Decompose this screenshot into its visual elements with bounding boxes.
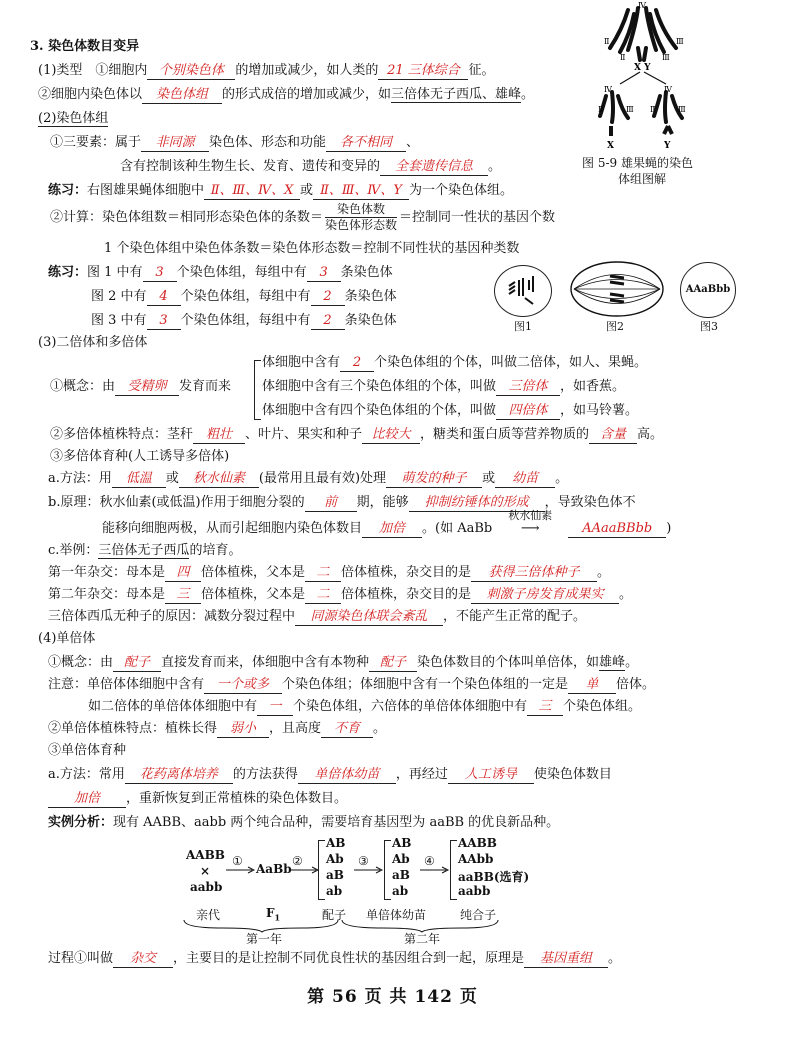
- answer-blank: 同源染色体联会紊乱: [295, 609, 443, 626]
- haploid-seedling: aB: [392, 868, 410, 882]
- type-line-2: ②细胞内染色体以 染色体组 的形式成倍的增加或减少，如三倍体无子西瓜、雄峰。: [38, 87, 535, 102]
- homozygote: AABB: [458, 836, 497, 850]
- roman-label: Ⅳ: [638, 1, 646, 10]
- answer-blank: 4: [147, 289, 181, 306]
- step-1: ①: [232, 854, 243, 868]
- label-parents: 亲代: [196, 908, 221, 922]
- answer-blank: 单倍体幼苗: [298, 767, 396, 784]
- gamete: Ab: [326, 852, 344, 866]
- method-line: a.方法：用 低温 或 秋水仙素 (最常用且最有效)处理 萌发的种子 或 幼苗 。: [48, 471, 569, 486]
- haploid-concept: ①概念：由 配子 直接发育而来，体细胞中含有本物种 配子 染色体数目的个体叫单倍体，如雄峰。: [48, 655, 639, 670]
- answer-blank: 2: [311, 289, 345, 306]
- answer-blank: 2: [340, 355, 374, 372]
- answer-blank: 加倍: [362, 521, 422, 538]
- answer-blank: 三倍体: [496, 379, 560, 396]
- haploid-seedling: AB: [392, 836, 412, 850]
- figure-3-cell: [680, 262, 736, 318]
- answer-blank: 各不相同: [326, 135, 406, 152]
- answer-blank: 弱小: [217, 721, 269, 738]
- answer-blank: 刺激子房发育成果实: [471, 587, 619, 604]
- answer-blank: 幼苗: [495, 471, 555, 488]
- answer-blank: 配子: [113, 655, 161, 672]
- answer-blank: 全套遗传信息: [380, 159, 488, 176]
- type-line-1: (1)类型 ①细胞内 个别染色体 的增加或减少，如人类的 21 三体综合 征。: [38, 63, 495, 78]
- label-haploid-seedling: 单倍体幼苗: [366, 908, 427, 922]
- roman-label: Ⅳ: [664, 85, 672, 94]
- polyploid-heading: (3)二倍体和多倍体: [38, 335, 148, 350]
- answer-blank: 2: [311, 313, 345, 330]
- brace: [254, 360, 261, 420]
- exercise-row-2: 图 2 中有 4 个染色体组，每组中有 2 条染色体: [91, 289, 397, 304]
- colchicine-arrow: 秋水仙素 ⟶: [508, 509, 553, 536]
- answer-blank: 3: [307, 265, 341, 282]
- answer-blank: 前: [305, 495, 357, 512]
- answer-blank: 个别染色体: [147, 63, 235, 80]
- triploid-line: 体细胞中含有三个染色体组的个体，叫做 三倍体 ，如香蕉。: [262, 379, 626, 394]
- roman-label: Ⅱ: [604, 37, 610, 46]
- roman-label: Ⅳ: [604, 85, 612, 94]
- answer-blank: 获得三倍体种子: [471, 565, 597, 582]
- arrow-1: [226, 866, 256, 874]
- answer-blank: Ⅱ、Ⅲ、Ⅳ、Y: [313, 183, 409, 200]
- answer-blank: 基因重组: [524, 951, 608, 968]
- roman-label: Ⅲ: [662, 53, 670, 62]
- answer-blank: 染色体组: [142, 87, 222, 104]
- answer-blank: 粗壮: [193, 427, 245, 444]
- process-1-line: 过程①叫做 杂交 ，主要目的是让控制不同优良性状的基因组合到一起，原理是 基因重组 。: [48, 951, 622, 966]
- gamete: AB: [326, 836, 346, 850]
- polyploid-breeding: ③多倍体育种(人工诱导多倍体): [50, 449, 230, 464]
- answer-blank: AAaaBBbb: [568, 521, 666, 538]
- answer-blank: 配子: [369, 655, 417, 672]
- answer-blank: 比较大: [362, 427, 420, 444]
- three-elements-line: ①三要素：属于 非同源 染色体、形态和功能 各不相同 、: [50, 135, 420, 150]
- answer-blank: 低温: [112, 471, 166, 488]
- answer-blank: 二: [305, 565, 341, 582]
- figure-2-cell: [568, 260, 666, 322]
- gamete: ab: [326, 884, 343, 898]
- y-label: Y: [664, 141, 671, 151]
- answer-blank: 人工诱导: [448, 767, 534, 784]
- year-1-line: 第一年杂交：母本是 四 倍体植株，父本是 二 倍体植株，杂交目的是 获得三倍体种子 。: [48, 565, 611, 580]
- chromosome-set-heading: (2)染色体组: [38, 111, 109, 126]
- brace: [450, 840, 457, 900]
- step-2: ②: [292, 854, 303, 868]
- roman-label: Ⅲ: [678, 105, 686, 114]
- roman-label: Ⅱ: [650, 105, 656, 114]
- f1-genotype: AaBb: [256, 862, 292, 876]
- haploid-seedling: Ab: [392, 852, 410, 866]
- label-year-2: 第二年: [404, 932, 441, 946]
- answer-blank: 杂交: [113, 951, 173, 968]
- seedless-reason-line: 三倍体西瓜无种子的原因：减数分裂过程中 同源染色体联会紊乱 ，不能产生正常的配子。: [48, 609, 587, 624]
- page-footer: 第 56 页 共 142 页: [307, 987, 478, 1007]
- xy-label: X Y: [634, 63, 651, 73]
- cross-sign: ×: [200, 864, 211, 878]
- figure-3-label: 图3: [700, 320, 718, 333]
- parent-aabb-2: aabb: [190, 880, 223, 894]
- note-line-2: 如二倍体的单倍体体细胞中有 一 个染色体组，六倍体的单倍体体细胞中有 三 个染色体组。: [88, 699, 642, 714]
- brace: [318, 840, 325, 900]
- year-brackets: [182, 918, 502, 934]
- homozygote: aabb: [458, 884, 491, 898]
- homozygote: AAbb: [458, 852, 494, 866]
- answer-blank: 非同源: [141, 135, 209, 152]
- fruit-fly-chromosome-figure: [598, 0, 690, 152]
- x-label: X: [607, 141, 614, 151]
- answer-blank: 加倍: [48, 791, 126, 808]
- answer-blank: 3: [143, 265, 177, 282]
- fraction: $\frac{\text{染色体数}}{\text{染色体形态数}}$: [325, 202, 398, 232]
- answer-blank: 受精卵: [115, 379, 179, 396]
- label-year-1: 第一年: [246, 932, 283, 946]
- figure-2-label: 图2: [606, 320, 624, 333]
- answer-blank: 三: [165, 587, 201, 604]
- haploid-heading: (4)单倍体: [38, 631, 96, 646]
- exercise-row-3: 图 3 中有 3 个染色体组，每组中有 2 条染色体: [91, 313, 397, 328]
- answer-blank: 含量: [589, 427, 637, 444]
- answer-blank: 抑制纺锤体的形成: [409, 495, 545, 512]
- brace: [384, 840, 391, 900]
- roman-label: Ⅲ: [626, 105, 634, 114]
- roman-label: Ⅱ: [620, 53, 626, 62]
- step-4: ④: [424, 854, 435, 868]
- roman-label: Ⅲ: [676, 37, 684, 46]
- arrow-3: [354, 866, 384, 874]
- haploid-method-line: a.方法：常用 花药离体培养 的方法获得 单倍体幼苗 ，再经过 人工诱导 使染色体数目: [48, 767, 612, 782]
- three-elements-line-2: 含有控制该种生物生长、发育、遗传和变异的 全套遗传信息 。: [120, 159, 502, 174]
- answer-blank: 四倍体: [496, 403, 560, 420]
- figure-caption: 图 5-9 雄果蝇的染色: [582, 156, 693, 170]
- figure-caption: 体组图解: [618, 172, 667, 186]
- section-title: 3. 染色体数目变异: [30, 39, 140, 54]
- polyploid-features: ②多倍体植株特点：茎秆 粗壮 、叶片、果实和种子 比较大 ，糖类和蛋白质等营养物质的 含量 高。: [50, 427, 664, 442]
- roman-label: Ⅱ: [598, 105, 604, 114]
- answer-blank: 二: [305, 587, 341, 604]
- one-set-line: 1 个染色体组中染色体条数＝染色体形态数＝控制不同性状的基因种类数: [104, 241, 520, 256]
- figure-3-genotype: AAaBbb: [685, 284, 731, 295]
- exercise-row-1: 练习：图 1 中有 3 个染色体组，每组中有 3 条染色体: [48, 265, 393, 280]
- step-3: ③: [358, 854, 369, 868]
- label-f1: $F_1$: [266, 906, 281, 923]
- answer-blank: 四: [165, 565, 201, 582]
- principle-line-1: b.原理：秋水仙素(或低温)作用于细胞分裂的 前 期，能够 抑制纺锤体的形成 ，导致染色体不: [48, 495, 636, 510]
- label-homozygote: 纯合子: [460, 908, 497, 922]
- answer-blank: 不育: [321, 721, 373, 738]
- answer-blank: 单: [568, 677, 616, 694]
- note-line-1: 注意：单倍体体细胞中含有 一个或多 个染色体组；体细胞中含有一个染色体组的一定是 单 倍体。: [48, 677, 656, 692]
- arrow-4: [420, 866, 450, 874]
- calc-line: ②计算：染色体组数＝相同形态染色体的条数＝ $\frac{\text{染色体数}}{\text{染色体形态数}}$ ＝控制同一性状的基因个数: [50, 202, 556, 232]
- example-line: c.举例：三倍体无子西瓜的培育。: [48, 543, 242, 558]
- answer-blank: 21 三体综合: [378, 63, 468, 80]
- principle-line-2: 能移向细胞两极，从而引起细胞内染色体数目 加倍 。(如 AaBb 秋水仙素 ⟶ AAaaBBbb ): [102, 509, 672, 536]
- answer-blank: 萌发的种子: [386, 471, 482, 488]
- haploid-breeding: ③单倍体育种: [48, 743, 127, 758]
- figure-1-cell: [494, 265, 552, 317]
- figure-2-spindle: [568, 260, 666, 318]
- gamete: aB: [326, 868, 344, 882]
- answer-blank: 一: [257, 699, 293, 716]
- concept-line: ①概念：由 受精卵 发育而来: [50, 379, 232, 394]
- haploid-features: ②单倍体植株特点：植株长得 弱小 ，且高度 不育 。: [48, 721, 387, 736]
- figure-1-chromosomes: [495, 266, 551, 316]
- figure-1-label: 图1: [514, 320, 532, 333]
- answer-blank: 三: [527, 699, 563, 716]
- answer-blank: 秋水仙素: [179, 471, 259, 488]
- tetraploid-line: 体细胞中含有四个染色体组的个体，叫做 四倍体 ，如马铃薯。: [262, 403, 639, 418]
- diploid-line: 体细胞中含有 2 个染色体组的个体，叫做二倍体，如人、果蝇。: [262, 355, 648, 370]
- haploid-method-line-2: 加倍 ，重新恢复到正常植株的染色体数目。: [48, 790, 347, 808]
- haploid-seedling: ab: [392, 884, 409, 898]
- case-line: 实例分析：现有 AABB、aabb 两个纯合品种，需要培育基因型为 aaBB 的优良新品种。: [48, 815, 560, 830]
- arrow-2: [290, 866, 320, 874]
- exercise-line: 练习：右图雄果蝇体细胞中 Ⅱ、Ⅲ、Ⅳ、X 或 Ⅱ、Ⅲ、Ⅳ、Y 为一个染色体组。: [48, 183, 514, 198]
- label-gametes: 配子: [322, 908, 347, 922]
- answer-blank: Ⅱ、Ⅲ、Ⅳ、X: [204, 183, 300, 200]
- year-2-line: 第二年杂交：母本是 三 倍体植株，父本是 二 倍体植株，杂交目的是 刺激子房发育成果实 。: [48, 587, 633, 602]
- parent-aabb: AABB: [186, 848, 225, 862]
- answer-blank: 花药离体培养: [125, 767, 233, 784]
- homozygote: aaBB(选育): [458, 870, 530, 884]
- answer-blank: 一个或多: [204, 677, 282, 694]
- answer-blank: 3: [147, 313, 181, 330]
